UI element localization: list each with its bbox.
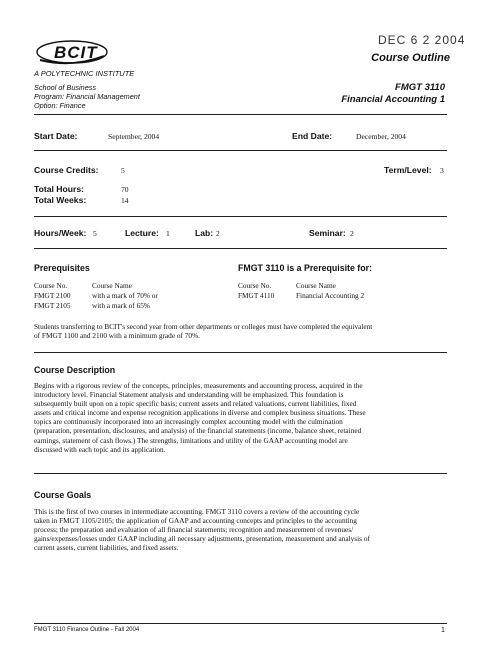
description-line: introductory level. Financial Statement analysis and understanding will be emphasized. This foundation is xyxy=(34,390,344,400)
description-line: (preparation, presentation, disclosures, and analysis) of the financial statements (income, balance sheet, retained xyxy=(34,426,362,436)
term-level-label: Term/Level: xyxy=(384,165,432,175)
prerequisites-heading: Prerequisites xyxy=(34,263,90,273)
note-line: of FMGT 1100 and 2100 with a minimum grade of 70%. xyxy=(34,331,200,341)
prereq-col-course-no: Course No. xyxy=(34,281,68,290)
footer-text: FMGT 3110 Finance Outline - Fall 2004 xyxy=(34,627,140,633)
description-line: Begins with a rigorous review of the concepts, principles, measurements and accounting process, acquired in the xyxy=(34,381,363,390)
hours-week-label: Hours/Week: xyxy=(34,228,87,238)
start-date-label: Start Date: xyxy=(34,131,78,141)
course-code: FMGT 3110 xyxy=(395,82,445,93)
school-name: School of Business xyxy=(34,83,97,92)
lecture-label: Lecture: xyxy=(125,228,159,238)
divider xyxy=(34,216,447,217)
course-goals-heading: Course Goals xyxy=(34,490,92,500)
program-name: Program: Financial Management xyxy=(34,92,140,101)
divider xyxy=(34,352,447,353)
prereq-for-row-name: Financial Accounting 2 xyxy=(296,291,365,300)
goals-line: gains/expenses/losses under GAAP including all necessary adjustments, presentation, measurement and analysis of xyxy=(34,534,370,544)
seminar-label: Seminar: xyxy=(309,228,346,238)
course-credits-value: 5 xyxy=(121,166,125,175)
prereq-for-col-course-name: Course Name xyxy=(296,281,336,290)
bcit-logo xyxy=(34,38,109,68)
prereq-row-name: with a mark of 70% or xyxy=(92,291,158,300)
description-line: earnings, statement of cash flows.) The strengths, limitations and utility of the GAAP accounting model are xyxy=(34,435,348,445)
total-hours-label: Total Hours: xyxy=(34,184,84,194)
description-line: topics are continuously incorporated into an increasingly complex accounting model with the culmination xyxy=(34,417,343,427)
description-line: assets and critical income and expense recognition applications in diverse and complex business situations. These xyxy=(34,408,366,418)
description-line: discussed with each topic and its application. xyxy=(34,444,166,454)
total-weeks-value: 14 xyxy=(121,196,129,205)
lab-label: Lab: xyxy=(195,228,214,238)
total-hours-value: 70 xyxy=(121,185,129,194)
footer-divider xyxy=(34,623,447,624)
prerequisite-for-heading: FMGT 3110 is a Prerequisite for: xyxy=(238,263,372,273)
institute-tagline: A POLYTECHNIC INSTITUTE xyxy=(34,69,135,78)
seminar-value: 2 xyxy=(350,229,354,238)
logo-text: BCIT xyxy=(54,43,98,62)
hours-week-value: 5 xyxy=(93,229,97,238)
page-title: Course Outline xyxy=(371,52,450,64)
prereq-row-no: FMGT 2105 xyxy=(34,301,71,310)
page-number: 1 xyxy=(441,627,445,634)
divider xyxy=(34,114,447,115)
note-line: Students transferring to BCIT's second year from other departments or colleges must have completed the equivalent xyxy=(34,322,373,331)
lab-value: 2 xyxy=(216,229,220,238)
course-description-heading: Course Description xyxy=(34,365,116,375)
prereq-for-col-course-no: Course No. xyxy=(238,281,272,290)
end-date-value: December, 2004 xyxy=(356,132,406,141)
divider xyxy=(34,248,447,249)
prereq-row-name: with a mark of 65% xyxy=(92,301,150,310)
course-description-body xyxy=(34,381,366,454)
course-goals-body xyxy=(34,507,370,552)
divider xyxy=(34,473,447,474)
prereq-col-course-name: Course Name xyxy=(92,281,132,290)
option-name: Option: Finance xyxy=(34,101,86,110)
goals-line: current assets, current liabilities, and fixed assets. xyxy=(34,543,179,553)
prereq-row-no: FMGT 2100 xyxy=(34,291,71,300)
course-credits-label: Course Credits: xyxy=(34,165,99,175)
description-line: subsequently built upon on a topic specific basis; current assets and related valuations, current liabilities, fixed xyxy=(34,399,357,409)
term-level-value: 3 xyxy=(440,166,444,175)
divider xyxy=(34,150,447,151)
course-name: Financial Accounting 1 xyxy=(341,94,445,105)
goals-line: process; the preparation and evaluation of all financial statements; recognition and measurement of revenues/ xyxy=(34,525,354,535)
end-date-label: End Date: xyxy=(292,131,333,141)
lecture-value: 1 xyxy=(166,229,170,238)
start-date-value: September, 2004 xyxy=(108,132,160,141)
received-stamp: DEC 6 2 2004 xyxy=(378,33,466,47)
transfer-note xyxy=(34,322,372,340)
goals-line: taken in FMGT 1105/2105; the application of GAAP and accounting concepts and principles to the accounting xyxy=(34,516,357,526)
prereq-for-row-no: FMGT 4110 xyxy=(238,291,275,300)
goals-line: This is the first of two courses in intermediate accounting. FMGT 3110 covers a review of the accounting cycle xyxy=(34,507,360,516)
total-weeks-label: Total Weeks: xyxy=(34,195,87,205)
